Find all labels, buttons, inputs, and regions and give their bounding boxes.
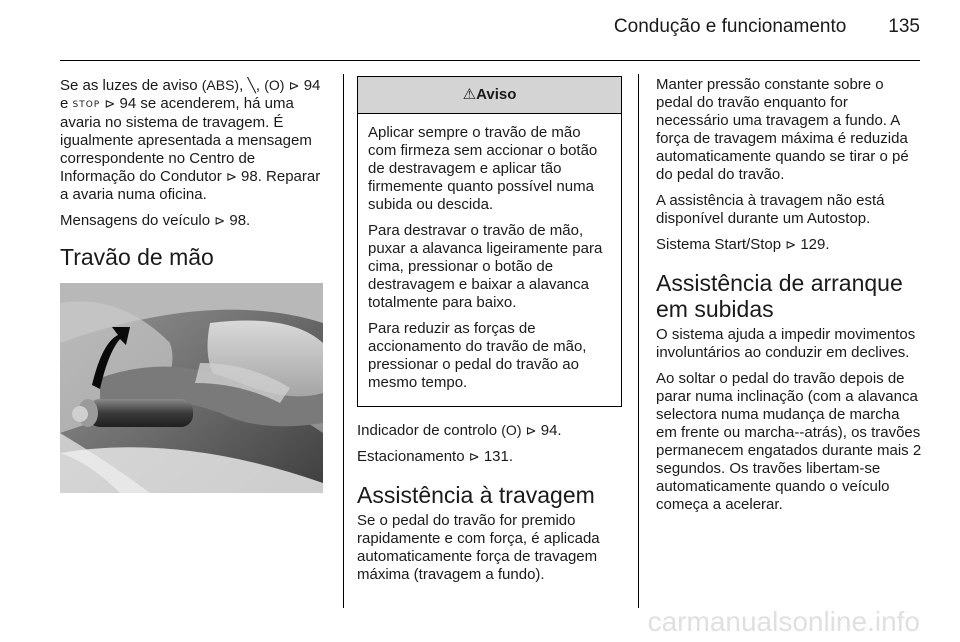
brake-assist-heading: Assistência à travagem [357, 482, 595, 508]
page-ref[interactable]: 129 [800, 236, 826, 253]
handbrake-illustration [60, 283, 323, 493]
page-ref[interactable]: 94 [119, 95, 137, 112]
page-number: 135 [888, 16, 920, 37]
column-2 [357, 76, 622, 592]
hill-start-paragraph: Ao soltar o pedal do travão depois de parar numa inclinação (com a alavanca selectora numa mudança de marcha em frente ou marcha--atrás), os travões permanecem engatados durante mais 2 segundos. Os travões libertam-se automaticamente quando o veículo começa a acelerar. [656, 370, 922, 513]
ref-arrow-icon: ⊳ [225, 169, 237, 184]
page-ref[interactable]: 131 [483, 448, 509, 465]
warning-header [358, 77, 621, 114]
ref-arrow-icon: ⊳ [288, 78, 300, 93]
brake-pressure-paragraph: Manter pressão constante sobre o pedal do travão enquanto for necessário uma travagem a fundo. A força de travagem máxima é reduzida automaticamente quando se tirar o pé do pedal do travão. [656, 76, 909, 183]
autostop-paragraph: A assistência à travagem não está disponível durante um Autostop. [656, 192, 885, 227]
page-ref[interactable]: 94 [303, 77, 321, 94]
column-3 [656, 76, 922, 522]
warning-paragraph: Aplicar sempre o travão de mão com firmeza sem accionar o botão de destravagem e aplicar tão firmemente quanto possível numa subida ou descida. [368, 124, 598, 213]
hill-start-heading: Assistência de arranque em subidas [656, 270, 903, 322]
column-1 [60, 76, 328, 280]
indicator-paragraph: Indicador de controlo (O) ⊳ 94. [357, 422, 562, 439]
page-ref[interactable]: 98 [241, 168, 258, 185]
warning-title: Aviso [476, 86, 517, 103]
abs-icon: (ABS) [201, 77, 240, 93]
stop-icon: STOP [72, 100, 101, 110]
start-stop-paragraph: Sistema Start/Stop ⊳ 129. [656, 236, 830, 253]
handbrake-drawing [60, 283, 323, 493]
brake-assist-paragraph: Se o pedal do travão for premido rapidamente e com força, é aplicada automaticamente força de travagem máxima (travagem a fundo). [357, 512, 600, 583]
ref-arrow-icon: ⊳ [214, 213, 226, 228]
vehicle-messages-paragraph: Mensagens do veículo ⊳ 98. [60, 212, 251, 229]
ref-arrow-icon: ⊳ [785, 237, 797, 252]
wrench-icon: ╲ [247, 77, 256, 93]
warning-triangle-icon: ⚠ [462, 86, 477, 103]
ref-arrow-icon: ⊳ [104, 96, 116, 111]
watermark: carmanualsonline.info [647, 606, 920, 637]
ref-arrow-icon: ⊳ [468, 449, 480, 464]
warning-box [357, 76, 622, 407]
warning-paragraph: Para reduzir as forças de accionamento do travão de mão, pressionar o pedal do travão ao mesmo tempo. [368, 320, 587, 391]
warning-paragraph: Para destravar o travão de mão, puxar a alavanca ligeiramente para cima, pressionar o botão de destravagem e baixar a alavanca totalmente para baixo. [368, 222, 603, 311]
hill-start-paragraph: O sistema ajuda a impedir movimentos involuntários ao conduzir em declives. [656, 326, 916, 361]
handbrake-heading: Travão de mão [60, 244, 214, 270]
page-ref[interactable]: 94 [540, 422, 558, 439]
brake-warning-icon: (O) [501, 422, 522, 438]
ref-arrow-icon: ⊳ [525, 423, 537, 438]
parking-paragraph: Estacionamento ⊳ 131. [357, 448, 514, 465]
column-divider-2 [638, 74, 639, 608]
header-rule [60, 60, 920, 61]
warning-body [358, 114, 621, 406]
brake-fault-paragraph: Se as luzes de aviso (ABS), ╲, (O) ⊳ 94 e STOP ⊳ 94 se acenderem, há uma avaria no sistema de travagem. É igualmente apresentada a mensagem correspondente no Centro de Informação do Condutor ⊳ 98. Reparar a avaria numa oficina. [60, 77, 321, 203]
brake-warning-icon: (O) [264, 77, 285, 93]
page-ref[interactable]: 98 [229, 212, 247, 229]
section-title: Condução e funcionamento [613, 16, 847, 37]
page-header [60, 16, 920, 38]
column-divider-1 [343, 74, 344, 608]
